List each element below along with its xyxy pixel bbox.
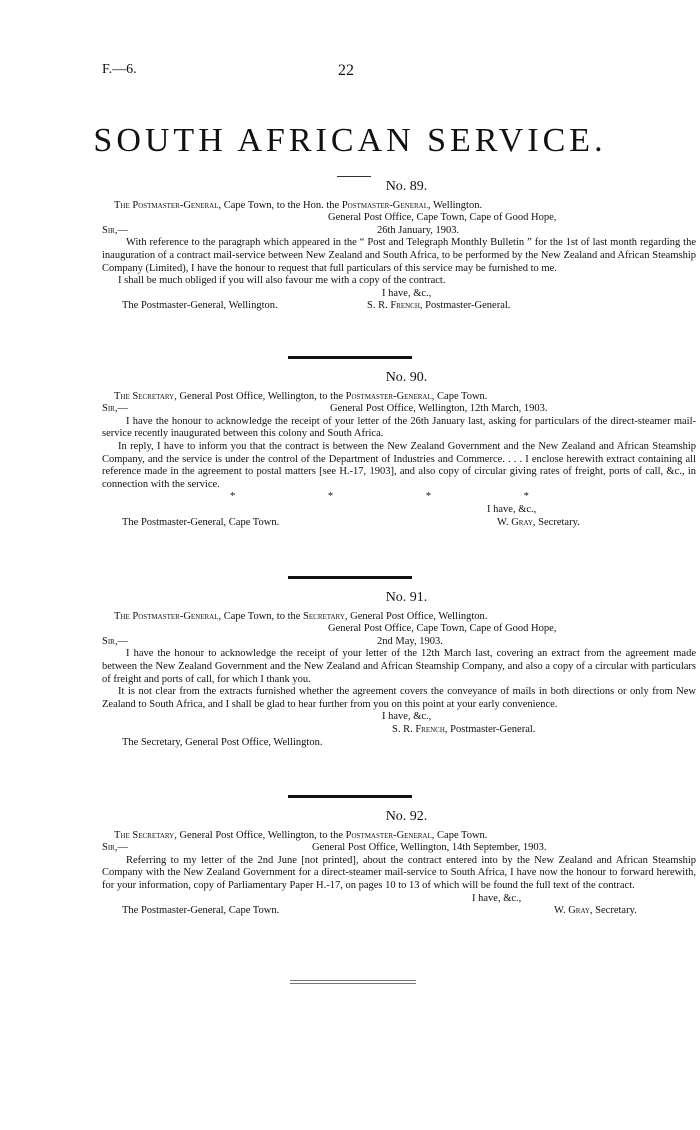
letter-number: No. 91. <box>385 590 428 605</box>
letter-to-tail: , General Post Office, Wellington. <box>344 610 488 622</box>
letter-date: 2nd May, 1903. <box>377 635 443 647</box>
letter-from-tail: , General Post Office, Wellington, to the <box>174 390 346 402</box>
signature-title: , Postmaster-General. <box>419 300 511 312</box>
signature-row <box>102 517 696 530</box>
series-label: F.—6. <box>102 62 137 77</box>
letter-to-tail: , Cape Town. <box>431 390 488 402</box>
page-title: SOUTH AFRICAN SERVICE. <box>93 122 607 159</box>
letter-90 <box>102 372 696 529</box>
signature-name: W. Gray <box>497 516 533 528</box>
letter-heading <box>102 200 696 213</box>
letter-to: Postmaster-General <box>345 829 432 841</box>
signature-name: W. Gray <box>554 905 590 917</box>
signature-row <box>102 905 696 918</box>
letter-from: The Postmaster-General <box>114 199 219 211</box>
paragraph: I shall be much obliged if you will also favour me with a copy of the contract. <box>118 275 446 287</box>
salutation: Sir,— <box>102 403 128 415</box>
signature-title: , Secretary. <box>589 905 637 917</box>
closing: I have, &c., <box>382 287 432 299</box>
letter-from: The Secretary <box>114 390 175 402</box>
paragraph: I have the honour to acknowledge the receipt of your letter of the 12th March last, covering an extract from the agreement made between the New Zealand Government and the New Zealand and African Steamship Company, and also a copy of a circular with particulars of freight and ports of call, for which I thank you. <box>102 648 696 685</box>
signature-title: , Secretary. <box>532 516 580 528</box>
letter-89 <box>102 181 696 313</box>
letter-heading <box>102 830 696 843</box>
letter-date: 26th January, 1903. <box>377 224 460 236</box>
end-rule <box>290 983 416 984</box>
signature-name: S. R. French <box>367 300 420 312</box>
section-divider <box>288 576 412 579</box>
letter-address: General Post Office, Cape Town, Cape of Good Hope, <box>328 623 557 635</box>
paragraph: In reply, I have to inform you that the contract is between the New Zealand Government and the New Zealand and African Steamship Company, and the service is under the control of the Department of Industries and Commerce. . . . I enclose herewith extract containing all reference made in the agreement to postal matters [see H.-17, 1903], and also copy of circular giving rates of freight, ports of call, &c., in connection with the service. <box>102 440 696 490</box>
letter-to: Postmaster-General <box>345 390 432 402</box>
addressee: The Postmaster-General, Cape Town. <box>122 905 280 917</box>
letter-heading <box>102 611 696 624</box>
addressee: The Postmaster-General, Wellington. <box>122 300 278 312</box>
end-rule <box>290 980 416 981</box>
paragraph: With reference to the paragraph which appeared in the “ Post and Telegraph Monthly Bulletin ” for the 1st of last month regarding the inauguration of a contract mail-service between New Zealand and South Africa, to be performed by the New Zealand and African Steamship Company (Limited), I have the honour to request that full particulars of this service may be furnished to me. <box>102 237 696 274</box>
salutation: Sir,— <box>102 635 128 647</box>
signature-title: , Postmaster-General. <box>444 723 536 735</box>
letter-to-tail: , Wellington. <box>427 199 483 211</box>
letter-to: Secretary <box>303 610 345 622</box>
letter-from-tail: , Cape Town, to the <box>218 610 304 622</box>
signature-name: S. R. French <box>392 723 445 735</box>
closing: I have, &c., <box>382 711 432 723</box>
closing: I have, &c., <box>487 503 537 515</box>
signature-row <box>102 300 696 313</box>
letter-to: Postmaster-General <box>341 199 428 211</box>
closing: I have, &c., <box>472 892 522 904</box>
title-rule <box>337 176 371 177</box>
letter-to-tail: , Cape Town. <box>431 829 488 841</box>
salutation: Sir,— <box>102 842 128 854</box>
section-divider <box>288 356 412 359</box>
letter-heading <box>102 391 696 404</box>
letter-from-tail: , General Post Office, Wellington, to the <box>174 829 346 841</box>
letter-91 <box>102 592 696 749</box>
paragraph: I have the honour to acknowledge the receipt of your letter of the 26th January last, asking for particulars of the direct-steamer mail-service recently inaugurated between this colony and South Africa. <box>102 415 696 440</box>
signature-line <box>102 724 696 737</box>
letter-number: No. 90. <box>385 370 428 385</box>
addressee: The Secretary, General Post Office, Wellington. <box>122 736 323 748</box>
letter-number: No. 89. <box>385 179 428 194</box>
letter-address-date: General Post Office, Wellington, 14th September, 1903. <box>312 842 547 854</box>
omission-stars: * * * * <box>230 491 529 503</box>
letter-address: General Post Office, Cape Town, Cape of Good Hope, <box>328 212 557 224</box>
section-divider <box>288 795 412 798</box>
paragraph: Referring to my letter of the 2nd June [not printed], about the contract entered into by the New Zealand and African Steamship Company with the New Zealand Government for a direct-steamer mail-service to South Africa, I have now the honour to forward herewith, for your information, copy of Parliamentary Paper H.-17, on pages 10 to 13 of which will be found the full text of the contract. <box>102 854 696 891</box>
addressee: The Postmaster-General, Cape Town. <box>122 516 280 528</box>
letter-from-tail: , Cape Town, to the Hon. the <box>218 199 342 211</box>
letter-address-date: General Post Office, Wellington, 12th March, 1903. <box>330 403 548 415</box>
salutation: Sir,— <box>102 224 128 236</box>
letter-from: The Postmaster-General <box>114 610 219 622</box>
letter-92 <box>102 811 696 918</box>
letter-from: The Secretary <box>114 829 175 841</box>
letter-number: No. 92. <box>385 809 428 824</box>
paragraph: It is not clear from the extracts furnished whether the agreement covers the conveyance of mails in both directions or only from New Zealand to South Africa, and I shall be glad to hear further from you on this point at your early convenience. <box>102 686 696 710</box>
page-number: 22 <box>338 62 354 79</box>
